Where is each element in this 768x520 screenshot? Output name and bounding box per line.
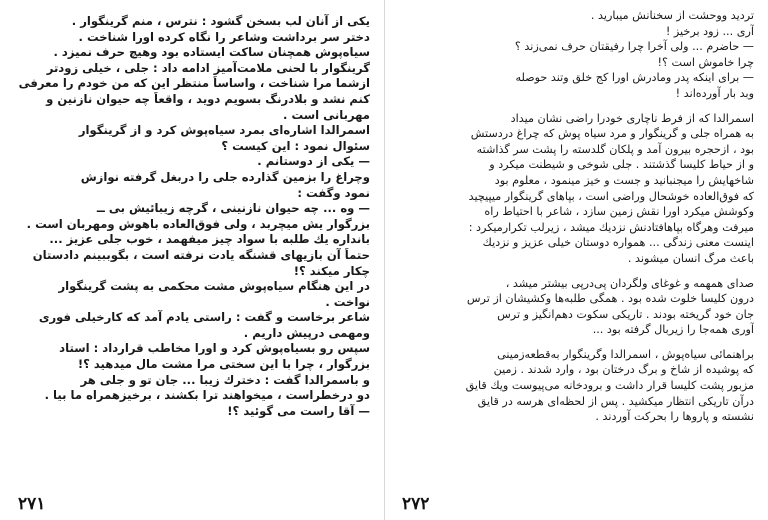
- text-line: — یکی از دوستانم .: [257, 154, 370, 169]
- text-line: شاخهایش را میجنبانید و جست و خیز مینمود ، معلوم بود: [494, 173, 754, 187]
- text-line: براهنمائی سیاه‌پوش ، اسمرالدا وگرینگوار به‌قطعه‌زمینی: [497, 347, 754, 361]
- text-line: بانداره یك طلبه با سواد چیز میفهمد ، خوب جلی عزیز ...: [49, 232, 370, 247]
- text-line: [400, 267, 754, 276]
- text-line: بود ، ازحجره بیرون آمد و پلکان گلدسته را پشت سر گذاشته: [476, 142, 754, 156]
- right-page-text: [400, 0, 754, 425]
- text-line: اسمرالدا که از فرط ناچاری خودرا راضی نشان میداد: [510, 111, 754, 125]
- text-line: که پوشیده از شاخ و برگ درختان بود ، وارد شدند . زمین: [493, 363, 754, 377]
- text-line: درون کلیسا خلوت شده بود . همگی طلبه‌ها وکشیشان از ترس: [466, 292, 754, 306]
- left-page-number: ۲۷۱: [18, 494, 46, 514]
- text-line: چرا خاموش است ؟!: [657, 55, 754, 69]
- text-line: بزرگوار یش میچربد ، ولی فوق‌العاده باهوش ومهربان است .: [26, 216, 370, 231]
- text-line: و از حیاط کلیسا گذشتند . جلی شوخی و شیطنت میکرد و: [489, 158, 754, 172]
- left-page-text: [14, 0, 370, 419]
- text-line: دو درخطراست ، میخواهند ترا بکشند ، برخیزهمراه ما بیا .: [44, 388, 370, 403]
- book-gutter: [384, 0, 385, 520]
- text-line: — حاضرم ... ولی آخرا چرا رفیقتان حرف نمی‌زند ؟: [514, 40, 754, 54]
- text-line: یکی از آنان لب بسخن گشود : نترس ، منم گرینگوار .: [71, 14, 370, 28]
- right-page: [400, 0, 754, 520]
- text-line: در این هنگام سیاه‌پوش مشت محکمی به پشت گرینگوار: [58, 279, 370, 294]
- text-line: آوری همه‌جا را زیربال گرفته بود ...: [592, 323, 754, 337]
- text-line: سیاه‌پوش همچنان ساکت ایستاده بود وهیچ حرف نمیزد .: [53, 45, 370, 60]
- text-line: گرینگوار با لحنی ملامت‌آمیز ادامه داد : جلی ، خیلی زودتر: [46, 60, 370, 75]
- text-line: وبد بار آورده‌اند !: [675, 86, 754, 100]
- text-line: مزبور پشت کلیسا قرار داشت و برودخانه می‌پیوست ویك قایق: [465, 379, 754, 393]
- text-line: [400, 338, 754, 347]
- text-line: که فوق‌العاده خوشحال وراضی است ، بپاهای گرینگوار میپیچید: [468, 189, 754, 203]
- text-line: سئوال نمود : این کیست ؟: [221, 138, 370, 153]
- text-line: حتماً آن بازیهای قشنگه یادت نرفته است ، بگوببینم دادستان: [32, 247, 370, 262]
- left-page: [14, 0, 370, 520]
- text-line: به همراه جلی و گرینگوار و مرد سیاه پوش که چراغ دردستش: [470, 127, 754, 141]
- text-line: بزرگوار ، چرا با این سختی مرا مشت مال میدهید ؟!: [77, 357, 370, 372]
- text-line: و باسمرالدا گفت : دخترك زیبا ... جان تو و جلی هر: [80, 372, 370, 387]
- text-line: نواخت .: [325, 294, 370, 309]
- text-line: [400, 102, 754, 111]
- text-line: دختر سر برداشت وشاعر را نگاه کرده اورا شناخت .: [78, 29, 370, 44]
- text-line: — آقا راست می گوئید ؟!: [227, 403, 370, 418]
- text-line: جان خود گریخته بودند . تاریکی سکوت دهم‌انگیز و ترس‌: [497, 307, 754, 321]
- text-line: تردید ووحشت از سخنانش میبارید .: [590, 9, 754, 22]
- text-line: درآن تاریکی انتظار میکشید . پس از لحظه‌ای هرسه در قایق: [477, 394, 754, 408]
- text-line: کنم نشد و بلادرنگ بسویم دوید ، واقعاً چه حیوان نازنین و: [46, 91, 370, 106]
- text-line: ومهمی درپیش داریم .: [243, 325, 370, 340]
- right-page-number: ۲۷۲: [402, 494, 430, 514]
- text-line: نشسته و پاروها را بحرکت آوردند .: [595, 410, 754, 424]
- text-line: ازشما مرا شناخت ، واساساً منتظر این که من خودم را معرفی: [18, 76, 370, 91]
- text-line: اینست معنی زندگی ... همواره دوستان خیلی عزیز و نزدیك: [482, 236, 754, 250]
- text-line: شاعر برخاست و گفت : راستی یادم آمد که کارخیلی فوری: [38, 310, 370, 325]
- text-line: چکار میکند ؟!: [293, 263, 370, 278]
- text-line: سپس رو بسیاه‌پوش کرد و اورا مخاطب قرارداد : استاد: [59, 341, 370, 356]
- text-line: صدای همهمه و غوغای ولگردان پی‌درپی بیشتر میشد ،: [505, 276, 754, 290]
- text-line: — برای اینکه پدر ومادرش اورا کج خلق وتند حوصله: [515, 71, 754, 85]
- text-line: مهربانی است .: [283, 107, 370, 122]
- text-line: وکوشش میکرد اورا نقش زمین سازد ، شاعر با احتیاط راه: [484, 205, 754, 219]
- text-line: آری ... زود برخیز !: [665, 24, 754, 38]
- text-line: اسمرالدا اشاره‌ای بمرد سیاه‌پوش کرد و از گرینگوار: [78, 123, 370, 138]
- text-line: وچراغ را بزمین گذارده جلی را دربغل گرفته نوازش: [80, 169, 370, 184]
- text-line: باعث مرگ انسان میشوند .: [627, 251, 754, 265]
- text-line: نمود وگفت :: [297, 185, 370, 200]
- text-line: — وه ... چه حیوان نازنینی ، گرچه زیبائیش بی ــ: [96, 201, 370, 216]
- text-line: میرفت وهرگاه بپاهافتادنش نزدیك میشد ، زیرلب تکرارمیکرد :: [468, 220, 754, 234]
